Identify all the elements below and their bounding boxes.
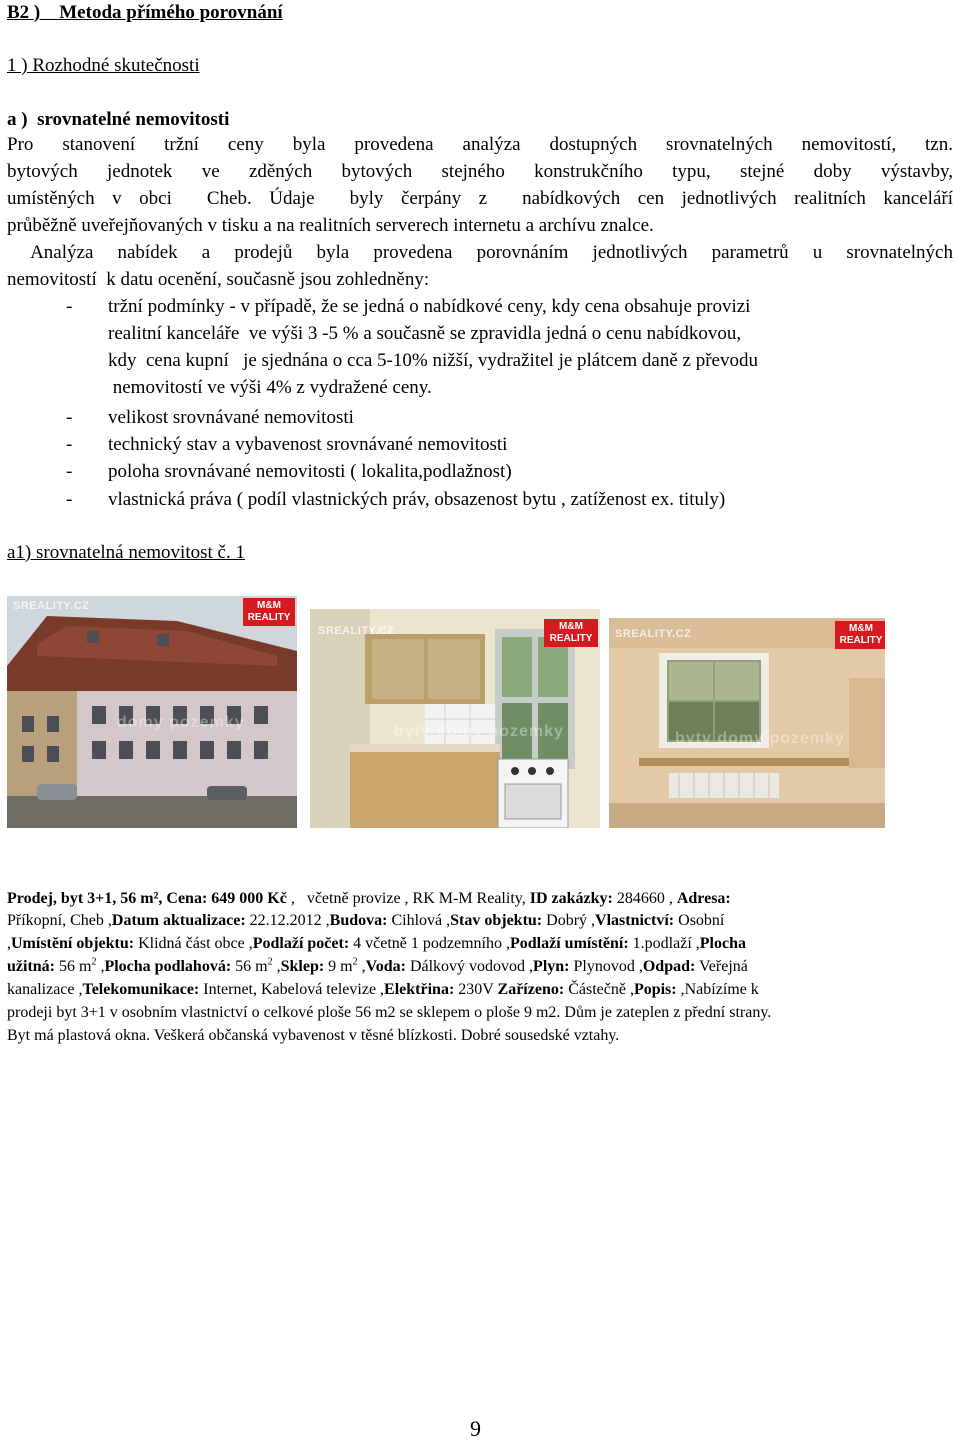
detail-value: kanalizace ,	[7, 981, 83, 998]
list-dash: -	[66, 461, 73, 482]
detail-label: Datum aktualizace:	[111, 912, 246, 929]
list-item	[66, 459, 946, 485]
list-item-line: poloha srovnávané nemovitosti ( lokalita,podlažnost)	[108, 461, 512, 482]
photo-overlay-text: domy pozemky	[117, 714, 245, 731]
detail-value: Klidná část obce ,	[134, 935, 253, 952]
detail-text: ,	[357, 958, 366, 975]
detail-label: Plocha podlahová:	[104, 958, 232, 975]
list-item-line: realitní kanceláře ve výši 3 -5 % a současně se zpravidla jedná o cenu nabídkovou,	[108, 323, 742, 344]
list-dash: -	[66, 489, 73, 510]
room-illustration	[609, 618, 885, 828]
detail-label: Umístění objektu:	[11, 935, 135, 952]
unit-superscript: 2	[267, 956, 273, 968]
detail-value: 56 m	[55, 958, 92, 975]
list-item-line: technický stav a vybavenost srovnávané nemovitosti	[108, 434, 508, 455]
details-line-6: prodeji byt 3+1 v osobním vlastnictví o celkové ploše 56 m2 se sklepem o ploše 9 m2. Dům je zateplen z přední strany.	[7, 1004, 772, 1021]
detail-value: Plynovod ,	[569, 958, 643, 975]
detail-value: 56 m	[231, 958, 268, 975]
detail-value: 9 m	[324, 958, 353, 975]
detail-value: Příkopní, Cheb ,	[7, 912, 112, 929]
realty-logo: M&M REALITY	[544, 619, 598, 647]
detail-value: Částečně ,	[564, 981, 634, 998]
list-dash: -	[66, 296, 73, 317]
list-item	[66, 294, 946, 402]
detail-value: 284660 ,	[612, 890, 677, 907]
detail-label: Stav objektu:	[450, 912, 543, 929]
detail-label: Plyn:	[533, 958, 570, 975]
kitchen-photo	[310, 609, 600, 828]
detail-text: ,	[7, 935, 11, 952]
detail-value: Cihlová ,	[387, 912, 451, 929]
detail-label: Podlaží umístění:	[510, 935, 629, 952]
list-item-line: vlastnická práva ( podíl vlastnických práv, obsazenost bytu , zatíženost ex. tituly)	[108, 489, 726, 510]
photo-overlay-text: byty domy pozemky	[675, 730, 845, 747]
details-line-2	[7, 910, 953, 932]
detail-value: 4 včetně 1 podzemního ,	[349, 935, 510, 952]
detail-label: Zařízeno:	[497, 981, 565, 998]
detail-label: Odpad:	[642, 958, 696, 975]
detail-label: Popis:	[633, 981, 677, 998]
detail-value: Veřejná	[695, 958, 748, 975]
building-exterior-photo	[7, 596, 297, 828]
intro-line-5: Analýza nabídek a prodejů byla provedena porovnáním jednotlivých parametrů u srovnatelných	[7, 242, 953, 263]
detail-label: Telekomunikace:	[82, 981, 200, 998]
detail-label: Vlastnictví:	[595, 912, 675, 929]
building-illustration	[7, 596, 297, 828]
intro-line-1: Pro stanovení tržní ceny byla provedena analýza dostupných srovnatelných nemovitostí, tzn.	[7, 134, 953, 155]
photo-watermark: SREALITY.CZ	[615, 628, 692, 640]
detail-value: ,Nabízíme k	[676, 981, 759, 998]
realty-logo: M&M REALITY	[835, 621, 885, 649]
page-number: 9	[470, 1416, 481, 1441]
detail-value: 230V	[454, 981, 498, 998]
photo-overlay-text: byty domy pozemky	[394, 723, 564, 740]
criteria-list	[66, 294, 946, 554]
details-line-5	[7, 979, 953, 1001]
detail-label: Podlaží počet:	[252, 935, 350, 952]
list-dash: -	[66, 407, 73, 428]
detail-text: ,	[272, 958, 281, 975]
list-item-line: velikost srovnávané nemovitosti	[108, 407, 354, 428]
intro-line-6: nemovitostí k datu ocenění, současně jsou zohledněny:	[7, 269, 430, 290]
detail-label: Elektřina:	[384, 981, 455, 998]
subsection-title: 1 ) Rozhodné skutečnosti	[7, 55, 200, 76]
details-line-7: Byt má plastová okna. Veškerá občanská vybavenost v těsné blízkosti. Dobré sousedské vztahy.	[7, 1027, 620, 1044]
list-item	[66, 405, 946, 431]
detail-value: Internet, Kabelová televize ,	[199, 981, 385, 998]
subsubsection-title: a ) srovnatelné nemovitosti	[7, 109, 230, 130]
detail-label: užitná:	[7, 958, 55, 975]
section-title: B2 ) Metoda přímého porovnání	[7, 2, 283, 23]
detail-value: 1.podlaží ,	[628, 935, 700, 952]
detail-text: , včetně provize , RK M-M Reality,	[286, 890, 530, 907]
realty-logo: M&M REALITY	[243, 598, 295, 626]
property-heading: a1) srovnatelná nemovitost č. 1	[7, 542, 245, 563]
detail-label: Sklep:	[280, 958, 325, 975]
detail-value: Dobrý ,	[542, 912, 596, 929]
listing-title: Prodej, byt 3+1, 56 m², Cena: 649 000 Kč	[7, 890, 287, 907]
unit-superscript: 2	[352, 956, 358, 968]
detail-label: ID zakázky:	[529, 890, 613, 907]
list-item-line: kdy cena kupní je sjednána o cca 5-10% nižší, vydražitel je plátcem daně z převodu	[108, 350, 758, 371]
details-line-4	[7, 956, 953, 978]
list-item-line: tržní podmínky - v případě, že se jedná o nabídkové ceny, kdy cena obsahuje provizi	[108, 296, 751, 317]
intro-line-2: bytových jednotek ve zděných bytových stejného konstrukčního typu, stejné doby výstavby,	[7, 161, 953, 182]
detail-text: ,	[96, 958, 105, 975]
list-item-line: nemovitostí ve výši 4% z vydražené ceny.	[108, 377, 432, 398]
details-line-1	[7, 888, 953, 910]
detail-value: 22.12.2012 ,	[245, 912, 330, 929]
details-line-3	[7, 933, 953, 955]
detail-label: Adresa:	[676, 890, 731, 907]
detail-label: Voda:	[365, 958, 406, 975]
detail-value: Osobní	[674, 912, 725, 929]
photo-watermark: SREALITY.CZ	[318, 625, 395, 637]
room-window-photo	[609, 618, 885, 828]
detail-value: Dálkový vodovod ,	[405, 958, 534, 975]
list-item	[66, 432, 946, 458]
detail-label: Budova:	[329, 912, 388, 929]
intro-line-4: průběžně uveřejňovaných v tisku a na realitních serverech internetu a archívu znalce.	[7, 215, 654, 236]
list-dash: -	[66, 434, 73, 455]
detail-label: Plocha	[699, 935, 746, 952]
unit-superscript: 2	[91, 956, 97, 968]
photo-watermark: SREALITY.CZ	[13, 600, 90, 612]
intro-line-3: umístěných v obci Cheb. Údaje byly čerpány z nabídkových cen jednotlivých realitních kanceláří	[7, 188, 953, 209]
list-item	[66, 487, 946, 513]
